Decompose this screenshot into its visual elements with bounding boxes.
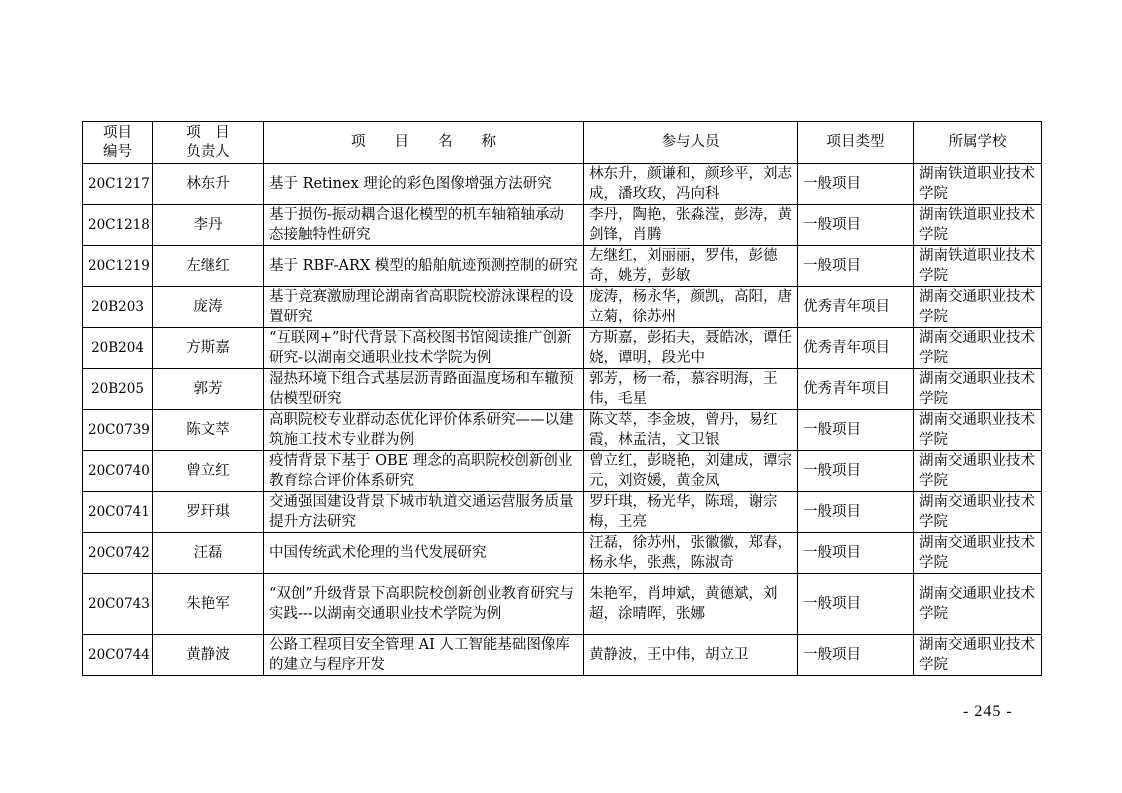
cell-type: 一般项目: [798, 574, 914, 635]
header-code: [83, 122, 153, 164]
table-row: [83, 164, 1042, 205]
cell-name: 基于损伤-振动耦合退化模型的机车轴箱轴承动态接触特性研究: [264, 205, 584, 246]
cell-type: 优秀青年项目: [798, 369, 914, 410]
cell-name: 高职院校专业群动态优化评价体系研究——以建筑施工技术专业群为例: [264, 410, 584, 451]
cell-school: 湖南交通职业技术学院: [914, 451, 1042, 492]
cell-name: “互联网+”时代背景下高校图书馆阅读推广创新研究-以湖南交通职业技术学院为例: [264, 328, 584, 369]
cell-leader: 罗玕琪: [153, 492, 264, 533]
cell-members: 庞涛，杨永华，颜凯，高阳，唐立菊，徐苏州: [584, 287, 798, 328]
header-members: 参与人员: [584, 122, 798, 164]
cell-leader: 朱艳军: [153, 574, 264, 635]
cell-code: 20B204: [83, 328, 153, 369]
header-code-line1: 项目: [103, 124, 132, 141]
cell-name: 基于 Retinex 理论的彩色图像增强方法研究: [264, 164, 584, 205]
cell-leader: 方斯嘉: [153, 328, 264, 369]
cell-school: 湖南交通职业技术学院: [914, 635, 1042, 676]
cell-type: 一般项目: [798, 205, 914, 246]
cell-members: 方斯嘉，彭拓夫，聂皓冰，谭任娆，谭明，段光中: [584, 328, 798, 369]
cell-leader: 陈文萃: [153, 410, 264, 451]
cell-code: 20C0742: [83, 533, 153, 574]
cell-type: 优秀青年项目: [798, 287, 914, 328]
cell-leader: 林东升: [153, 164, 264, 205]
cell-name: 交通强国建设背景下城市轨道交通运营服务质量提升方法研究: [264, 492, 584, 533]
cell-code: 20C0744: [83, 635, 153, 676]
table-row: [83, 287, 1042, 328]
cell-code: 20C1219: [83, 246, 153, 287]
cell-leader: 汪磊: [153, 533, 264, 574]
cell-leader: 曾立红: [153, 451, 264, 492]
cell-code: 20C0741: [83, 492, 153, 533]
cell-leader: 庞涛: [153, 287, 264, 328]
cell-school: 湖南交通职业技术学院: [914, 492, 1042, 533]
cell-school: 湖南铁道职业技术学院: [914, 205, 1042, 246]
table-row: [83, 369, 1042, 410]
cell-name: 基于 RBF-ARX 模型的船舶航迹预测控制的研究: [264, 246, 584, 287]
cell-leader: 黄静波: [153, 635, 264, 676]
cell-name: 疫情背景下基于 OBE 理念的高职院校创新创业教育综合评价体系研究: [264, 451, 584, 492]
cell-school: 湖南交通职业技术学院: [914, 574, 1042, 635]
cell-members: 曾立红，彭晓艳，刘建成，谭宗元，刘资媛，黄金凤: [584, 451, 798, 492]
cell-name: 湿热环境下组合式基层沥青路面温度场和车辙预估模型研究: [264, 369, 584, 410]
cell-name: 公路工程项目安全管理 AI 人工智能基础图像库的建立与程序开发: [264, 635, 584, 676]
header-leader-line1: 项 目: [186, 124, 230, 141]
cell-type: 一般项目: [798, 451, 914, 492]
table-header-row: [83, 122, 1042, 164]
cell-school: 湖南铁道职业技术学院: [914, 246, 1042, 287]
cell-type: 优秀青年项目: [798, 328, 914, 369]
cell-name: 基于竞赛激励理论湖南省高职院校游泳课程的设置研究: [264, 287, 584, 328]
cell-type: 一般项目: [798, 533, 914, 574]
cell-name: “双创”升级背景下高职院校创新创业教育研究与实践---以湖南交通职业技术学院为例: [264, 574, 584, 635]
table-row: [83, 205, 1042, 246]
cell-members: 林东升，颜谦和，颜珍平，刘志成，潘玫玫，冯向科: [584, 164, 798, 205]
cell-code: 20C1217: [83, 164, 153, 205]
cell-members: 朱艳军，肖坤斌，黄德斌，刘超，涂晴晖，张娜: [584, 574, 798, 635]
cell-code: 20B203: [83, 287, 153, 328]
cell-members: 郭芳，杨一希，慕容明海，王伟，毛星: [584, 369, 798, 410]
cell-members: 汪磊，徐苏州，张徽徽，郑春，杨永华，张燕，陈淑奇: [584, 533, 798, 574]
cell-code: 20C0740: [83, 451, 153, 492]
header-code-line2: 编号: [103, 143, 132, 160]
cell-school: 湖南交通职业技术学院: [914, 287, 1042, 328]
cell-type: 一般项目: [798, 164, 914, 205]
table-row: [83, 246, 1042, 287]
cell-type: 一般项目: [798, 410, 914, 451]
cell-code: 20C0739: [83, 410, 153, 451]
table-row: [83, 492, 1042, 533]
cell-code: 20C0743: [83, 574, 153, 635]
cell-type: 一般项目: [798, 635, 914, 676]
cell-members: 李丹，陶艳，张淼滢，彭涛，黄剑锋，肖腾: [584, 205, 798, 246]
cell-code: 20C1218: [83, 205, 153, 246]
page-number: - 245 -: [963, 703, 1013, 720]
header-leader-line2: 负责人: [186, 143, 230, 160]
table-row: [83, 635, 1042, 676]
cell-school: 湖南铁道职业技术学院: [914, 164, 1042, 205]
table-row: [83, 574, 1042, 635]
cell-school: 湖南交通职业技术学院: [914, 328, 1042, 369]
cell-members: 左继红，刘丽丽，罗伟，彭德奇，姚芳，彭敏: [584, 246, 798, 287]
cell-school: 湖南交通职业技术学院: [914, 533, 1042, 574]
cell-leader: 郭芳: [153, 369, 264, 410]
cell-code: 20B205: [83, 369, 153, 410]
header-name: 项 目 名 称: [264, 122, 584, 164]
table-row: [83, 533, 1042, 574]
cell-members: 陈文萃，李金坡，曾丹，易红霞，林孟洁，文卫银: [584, 410, 798, 451]
table-row: [83, 410, 1042, 451]
header-type: 项目类型: [798, 122, 914, 164]
cell-leader: 左继红: [153, 246, 264, 287]
cell-name: 中国传统武术伦理的当代发展研究: [264, 533, 584, 574]
cell-type: 一般项目: [798, 492, 914, 533]
cell-school: 湖南交通职业技术学院: [914, 369, 1042, 410]
cell-members: 黄静波，王中伟，胡立卫: [584, 635, 798, 676]
cell-school: 湖南交通职业技术学院: [914, 410, 1042, 451]
table-row: [83, 451, 1042, 492]
header-school: 所属学校: [914, 122, 1042, 164]
cell-leader: 李丹: [153, 205, 264, 246]
table-row: [83, 328, 1042, 369]
cell-members: 罗玕琪，杨光华，陈瑶，谢宗梅，王亮: [584, 492, 798, 533]
cell-type: 一般项目: [798, 246, 914, 287]
header-leader: [153, 122, 264, 164]
project-table: [82, 121, 1042, 676]
